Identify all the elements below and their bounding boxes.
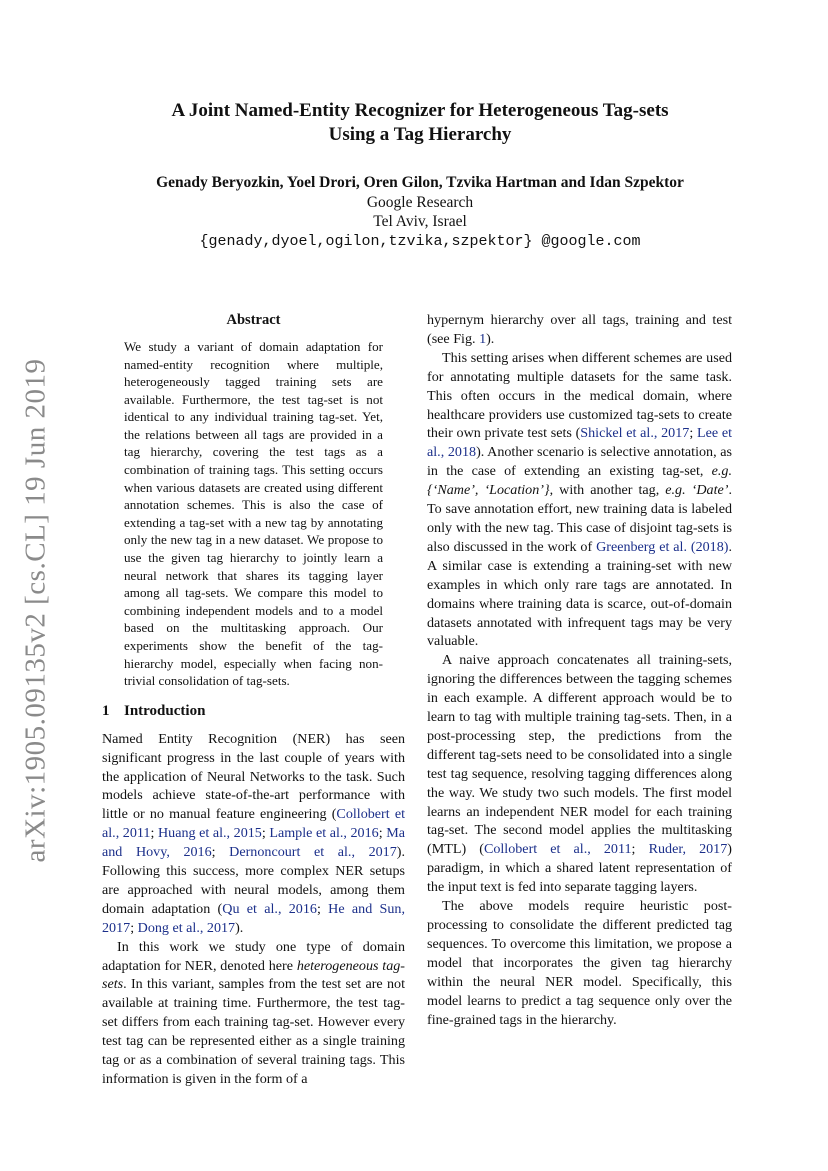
emphasis: {‘Name’, ‘Location’} xyxy=(427,482,550,499)
text-span: . In this variant, samples from the test set are not available at training time. Furthermore, the test tag-set differs from each training tag-set. However every test tag can be represented either as a single training tag or as a combination of several training tags. This information is given in the form of a xyxy=(102,976,405,1087)
citation-link[interactable]: Ma and Hovy, 2016 xyxy=(102,825,405,861)
intro-paragraph-2-continued xyxy=(427,311,732,349)
citation-link[interactable]: Collobert et al., 2011 xyxy=(483,841,632,858)
left-column xyxy=(102,311,405,1089)
intro-paragraph-2 xyxy=(102,938,405,1089)
text-span: , with another tag, xyxy=(549,482,666,499)
text-span: ) paradigm, in which a shared latent representation of the input text is fed into separate tagging layers. xyxy=(427,841,732,896)
emphasis: heterogeneous tag-sets xyxy=(102,957,405,993)
text-span: ). Following this success, more complex NER setups are approached with neural models, among them domain adaptation ( xyxy=(102,844,405,917)
arxiv-identifier: arXiv:1905.09135v2 [cs.CL] 19 Jun 2019 xyxy=(19,358,52,862)
citation-link[interactable]: Shickel et al., 2017 xyxy=(580,425,690,442)
text-span: . A similar case is extending a training-set with new examples in which only rare tags are annotated. In domains where training data is scarce, out-of-domain datasets annotated with infrequent tags may be very valuable. xyxy=(427,538,732,650)
intro-paragraph-4: A naive approach concatenates all training-sets, ignoring the differences between the tagging schemes in each example. A different approach would be to learn to tag with multiple training tag-sets. Then, in a post-processing step, the predictions from the different tag-sets need to be consolidated into a single test tag sequence, resolving tagging differences along the way. We study two such models. The first model learns an independent NER model for each training tag-set. The second model applies the multitasking (MTL) (Collobert et al., 2011; Ruder, 2017) paradigm, in which a shared latent representation of the input text is fed into separate tagging layers. xyxy=(427,652,732,896)
right-column xyxy=(427,311,732,1029)
location: Tel Aviv, Israel xyxy=(373,213,467,230)
section-heading-introduction xyxy=(102,702,405,721)
title-line-2: Using a Tag Hierarchy xyxy=(328,124,512,145)
section-number: 1 xyxy=(102,702,110,719)
citation-link[interactable]: Greenberg et al. (2018) xyxy=(596,538,729,555)
title-line-1: A Joint Named-Entity Recognizer for Heterogeneous Tag-sets xyxy=(171,100,669,121)
citation-link[interactable]: Dong et al., 2017 xyxy=(137,919,236,936)
text-span: ). Another scenario is selective annotation, as in the case of extending an existing tag-set, xyxy=(427,444,732,480)
citation-link[interactable]: Lee et al., 2018 xyxy=(427,425,732,461)
text-span: Named Entity Recognition (NER) has seen significant progress in the last couple of years with the application of Neural Networks to the task. Such models achieve state-of-the-art performance with little or no manual feature engineering ( xyxy=(102,730,405,823)
author-emails: {genady,dyoel,ogilon,tzvika,szpektor} @google.com xyxy=(199,232,641,250)
abstract-text: We study a variant of domain adaptation for named-entity recognition where multiple, heterogeneously tagged training sets are available. Furthermore, the test tag-set is not identical to any individual training tag-set. Yet, the relations between all tags are provided in a tag hierarchy, covering the test tags as a combination of training tags. This setting occurs when various datasets are created using different annotation schemes. This is also the case of extending a tag-set with a new tag by annotating only the new tag in a new dataset. We propose to use the given tag hierarchy to jointly learn a neural network that shares its tagging layer among all tag-sets. We compare this model to combining independent models and to a model based on the multitasking approach. Our experiments show the benefit of the tag-hierarchy model, especially when facing non-trivial consolidation of tag-sets. xyxy=(124,338,383,689)
citation-link[interactable]: Lample et al., 2016 xyxy=(269,825,379,842)
text-span: ). xyxy=(235,919,244,936)
figure-reference-link[interactable]: 1 xyxy=(479,330,487,347)
author-block xyxy=(100,173,740,251)
intro-paragraph-5: The above models require heuristic post-processing to consolidate the different predicted tag sequences. To overcome this limitation, we propose a model that incorporates the given tag hierarchy within the neural NER model. Specifically, this model learns to predict a tag sequence only over the fine-grained tags in the hierarchy. xyxy=(427,898,732,1028)
paper-title xyxy=(100,99,740,147)
emphasis: ‘Date’ xyxy=(685,482,729,499)
text-span: A naive approach concatenates all training-sets, ignoring the differences between the tagging schemes in each example. A different approach would be to learn to tag with multiple training tag-sets. Then, in a post-processing step, the predictions from the different tag-sets need to be consolidated into a single test tag sequence, resolving tagging differences along the way. We study two such models. The first model learns an independent NER model for each training tag-set. The second model applies the multitasking (MTL) ( xyxy=(427,652,732,858)
text-span: hypernym hierarchy over all tags, training and test (see Fig. xyxy=(427,312,732,347)
emphasis: e.g. xyxy=(711,463,732,480)
intro-paragraph-1: Named Entity Recognition (NER) has seen significant progress in the last couple of years with the application of Neural Networks to the task. Such models achieve state-of-the-art performance with little or no manual feature engineering (Collobert et al., 2011; Huang et al., 2015; Lample et al., 2016; Ma and Hovy, 2016; Dernoncourt et al., 2017). Following this success, more complex NER setups are approached with neural models, among them domain adaptation (Qu et al., 2016; He and Sun, 2017; Dong et al., 2017). xyxy=(102,730,405,936)
citation-link[interactable]: Huang et al., 2015 xyxy=(157,825,262,842)
arxiv-sidebar xyxy=(10,358,62,862)
text-span: In this work we study one type of domain adaptation for NER, denoted here xyxy=(102,938,405,974)
citation-link[interactable]: Qu et al., 2016 xyxy=(222,900,317,917)
intro-paragraph-3: This setting arises when different schemes are used for annotating multiple datasets for the same task. This often occurs in the medical domain, where healthcare providers use customized tag-sets to create their own private test sets (Shickel et al., 2017; Lee et al., 2018). Another scenario is selective annotation, as in the case of extending an existing tag-set, e.g. {‘Name’, ‘Location’}, with another tag, e.g. ‘Date’. To save annotation effort, new training data is labeled only with the new tag. This case of disjoint tag-sets is also discussed in the work of Greenberg et al. (2018). A similar case is extending a training-set with new examples in which only rare tags are annotated. In domains where training data is scarce, out-of-domain datasets annotated with infrequent tags may be very valuable. xyxy=(427,349,732,650)
section-title: Introduction xyxy=(124,702,206,719)
citation-link[interactable]: Ruder, 2017 xyxy=(648,841,728,858)
text-span: ). xyxy=(486,330,495,347)
text-span: This setting arises when different schemes are used for annotating multiple datasets for the same task. This often occurs in the medical domain, where healthcare providers use customized tag-sets to create their own private test sets ( xyxy=(427,349,732,442)
citation-link[interactable]: Dernoncourt et al., 2017 xyxy=(229,844,397,861)
citation-link[interactable]: He and Sun, 2017 xyxy=(102,900,405,936)
author-names: Genady Beryozkin, Yoel Drori, Oren Gilon, Tzvika Hartman and Idan Szpektor xyxy=(156,174,684,191)
abstract-heading: Abstract xyxy=(226,312,281,328)
affiliation: Google Research xyxy=(366,193,474,211)
text-span: . To save annotation effort, new training data is labeled only with the new tag. This case of disjoint tag-sets is also discussed in the work of xyxy=(427,482,732,555)
citation-link[interactable]: Collobert et al., 2011 xyxy=(102,806,405,842)
emphasis: e.g. xyxy=(665,482,686,499)
